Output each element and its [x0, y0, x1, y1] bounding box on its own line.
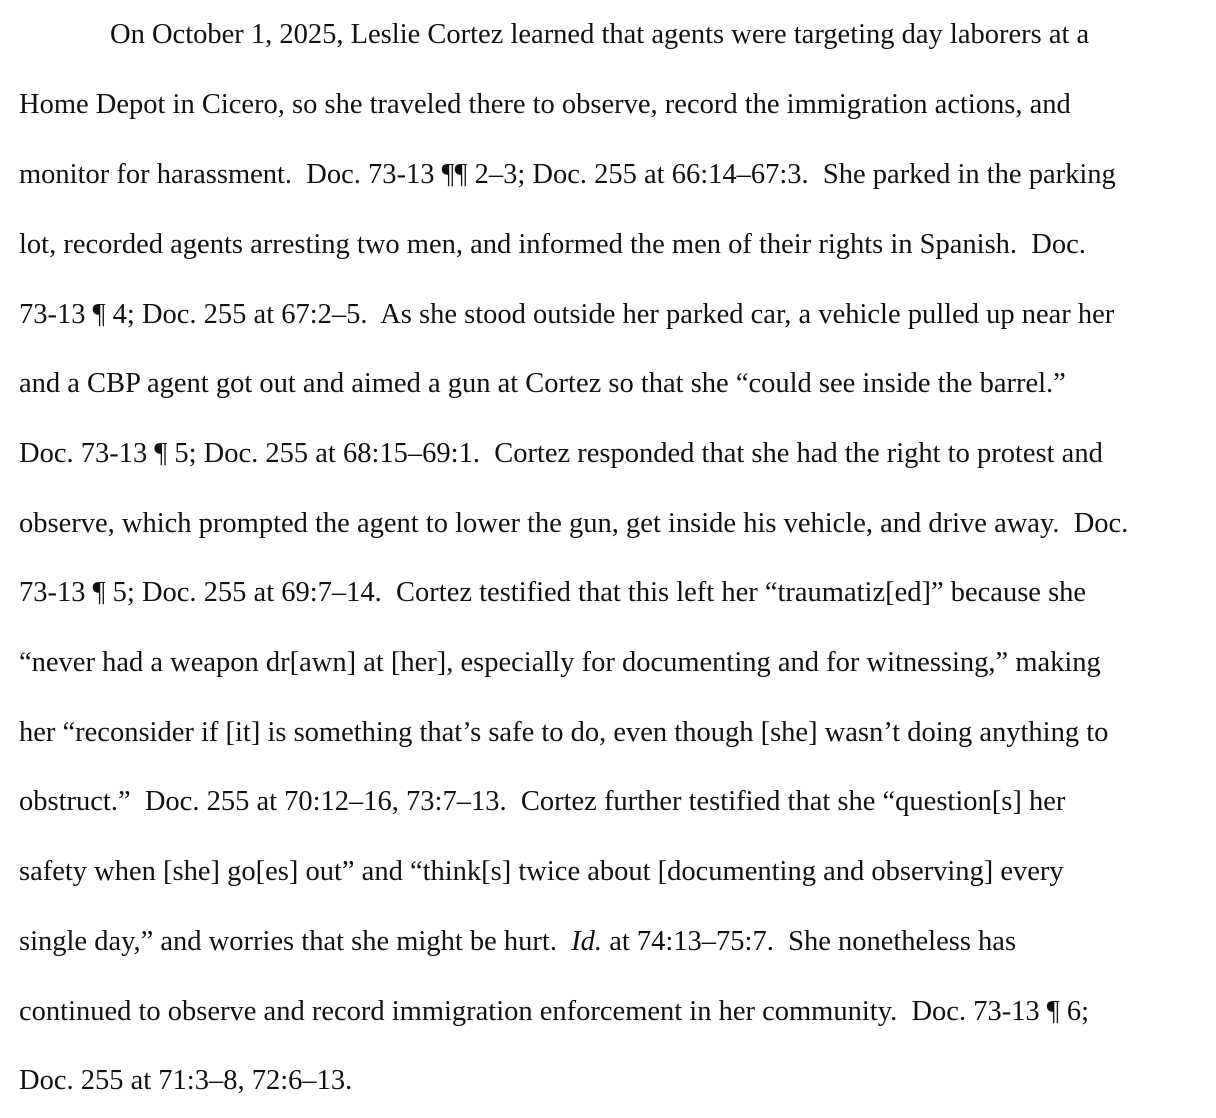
paragraph-line-5: 73-13 ¶ 4; Doc. 255 at 67:2–5. As she stood outside her parked car, a vehicle pulled up near her	[19, 299, 1115, 330]
paragraph-line-3: monitor for harassment. Doc. 73-13 ¶¶ 2–3; Doc. 255 at 66:14–67:3. She parked in the parking	[19, 159, 1116, 190]
paragraph-line-10: “never had a weapon dr[awn] at [her], especially for documenting and for witnessing,” making	[19, 647, 1101, 678]
paragraph-line-8: observe, which prompted the agent to lower the gun, get inside his vehicle, and drive away. Doc.	[19, 508, 1129, 539]
id-citation: Id.	[571, 926, 603, 957]
paragraph-line-7: Doc. 73-13 ¶ 5; Doc. 255 at 68:15–69:1. Cortez responded that she had the right to protest and	[19, 438, 1103, 469]
paragraph-line-14	[19, 925, 1209, 959]
line-14-text-after-id: at 74:13–75:7. She nonetheless has	[602, 926, 1017, 957]
paragraph-line-6: and a CBP agent got out and aimed a gun at Cortez so that she “could see inside the barrel.”	[19, 368, 1066, 399]
paragraph-line-12: obstruct.” Doc. 255 at 70:12–16, 73:7–13. Cortez further testified that she “question[s] her	[19, 786, 1066, 817]
line-14-text-before-id: single day,” and worries that she might be hurt.	[19, 926, 572, 957]
paragraph-line-13: safety when [she] go[es] out” and “think[s] twice about [documenting and observing] every	[19, 856, 1064, 887]
paragraph-line-4: lot, recorded agents arresting two men, and informed the men of their rights in Spanish. Doc.	[19, 229, 1086, 260]
paragraph-line-2: Home Depot in Cicero, so she traveled there to observe, record the immigration actions, and	[19, 89, 1071, 120]
paragraph-line-1: On October 1, 2025, Leslie Cortez learned that agents were targeting day laborers at a	[110, 19, 1090, 50]
paragraph-line-16: Doc. 255 at 71:3–8, 72:6–13.	[19, 1065, 353, 1096]
paragraph-line-15: continued to observe and record immigration enforcement in her community. Doc. 73-13 ¶ 6;	[19, 996, 1090, 1027]
paragraph-line-11: her “reconsider if [it] is something that’s safe to do, even though [she] wasn’t doing anything to	[19, 717, 1109, 748]
paragraph-line-9: 73-13 ¶ 5; Doc. 255 at 69:7–14. Cortez testified that this left her “traumatiz[ed]” because she	[19, 577, 1087, 608]
